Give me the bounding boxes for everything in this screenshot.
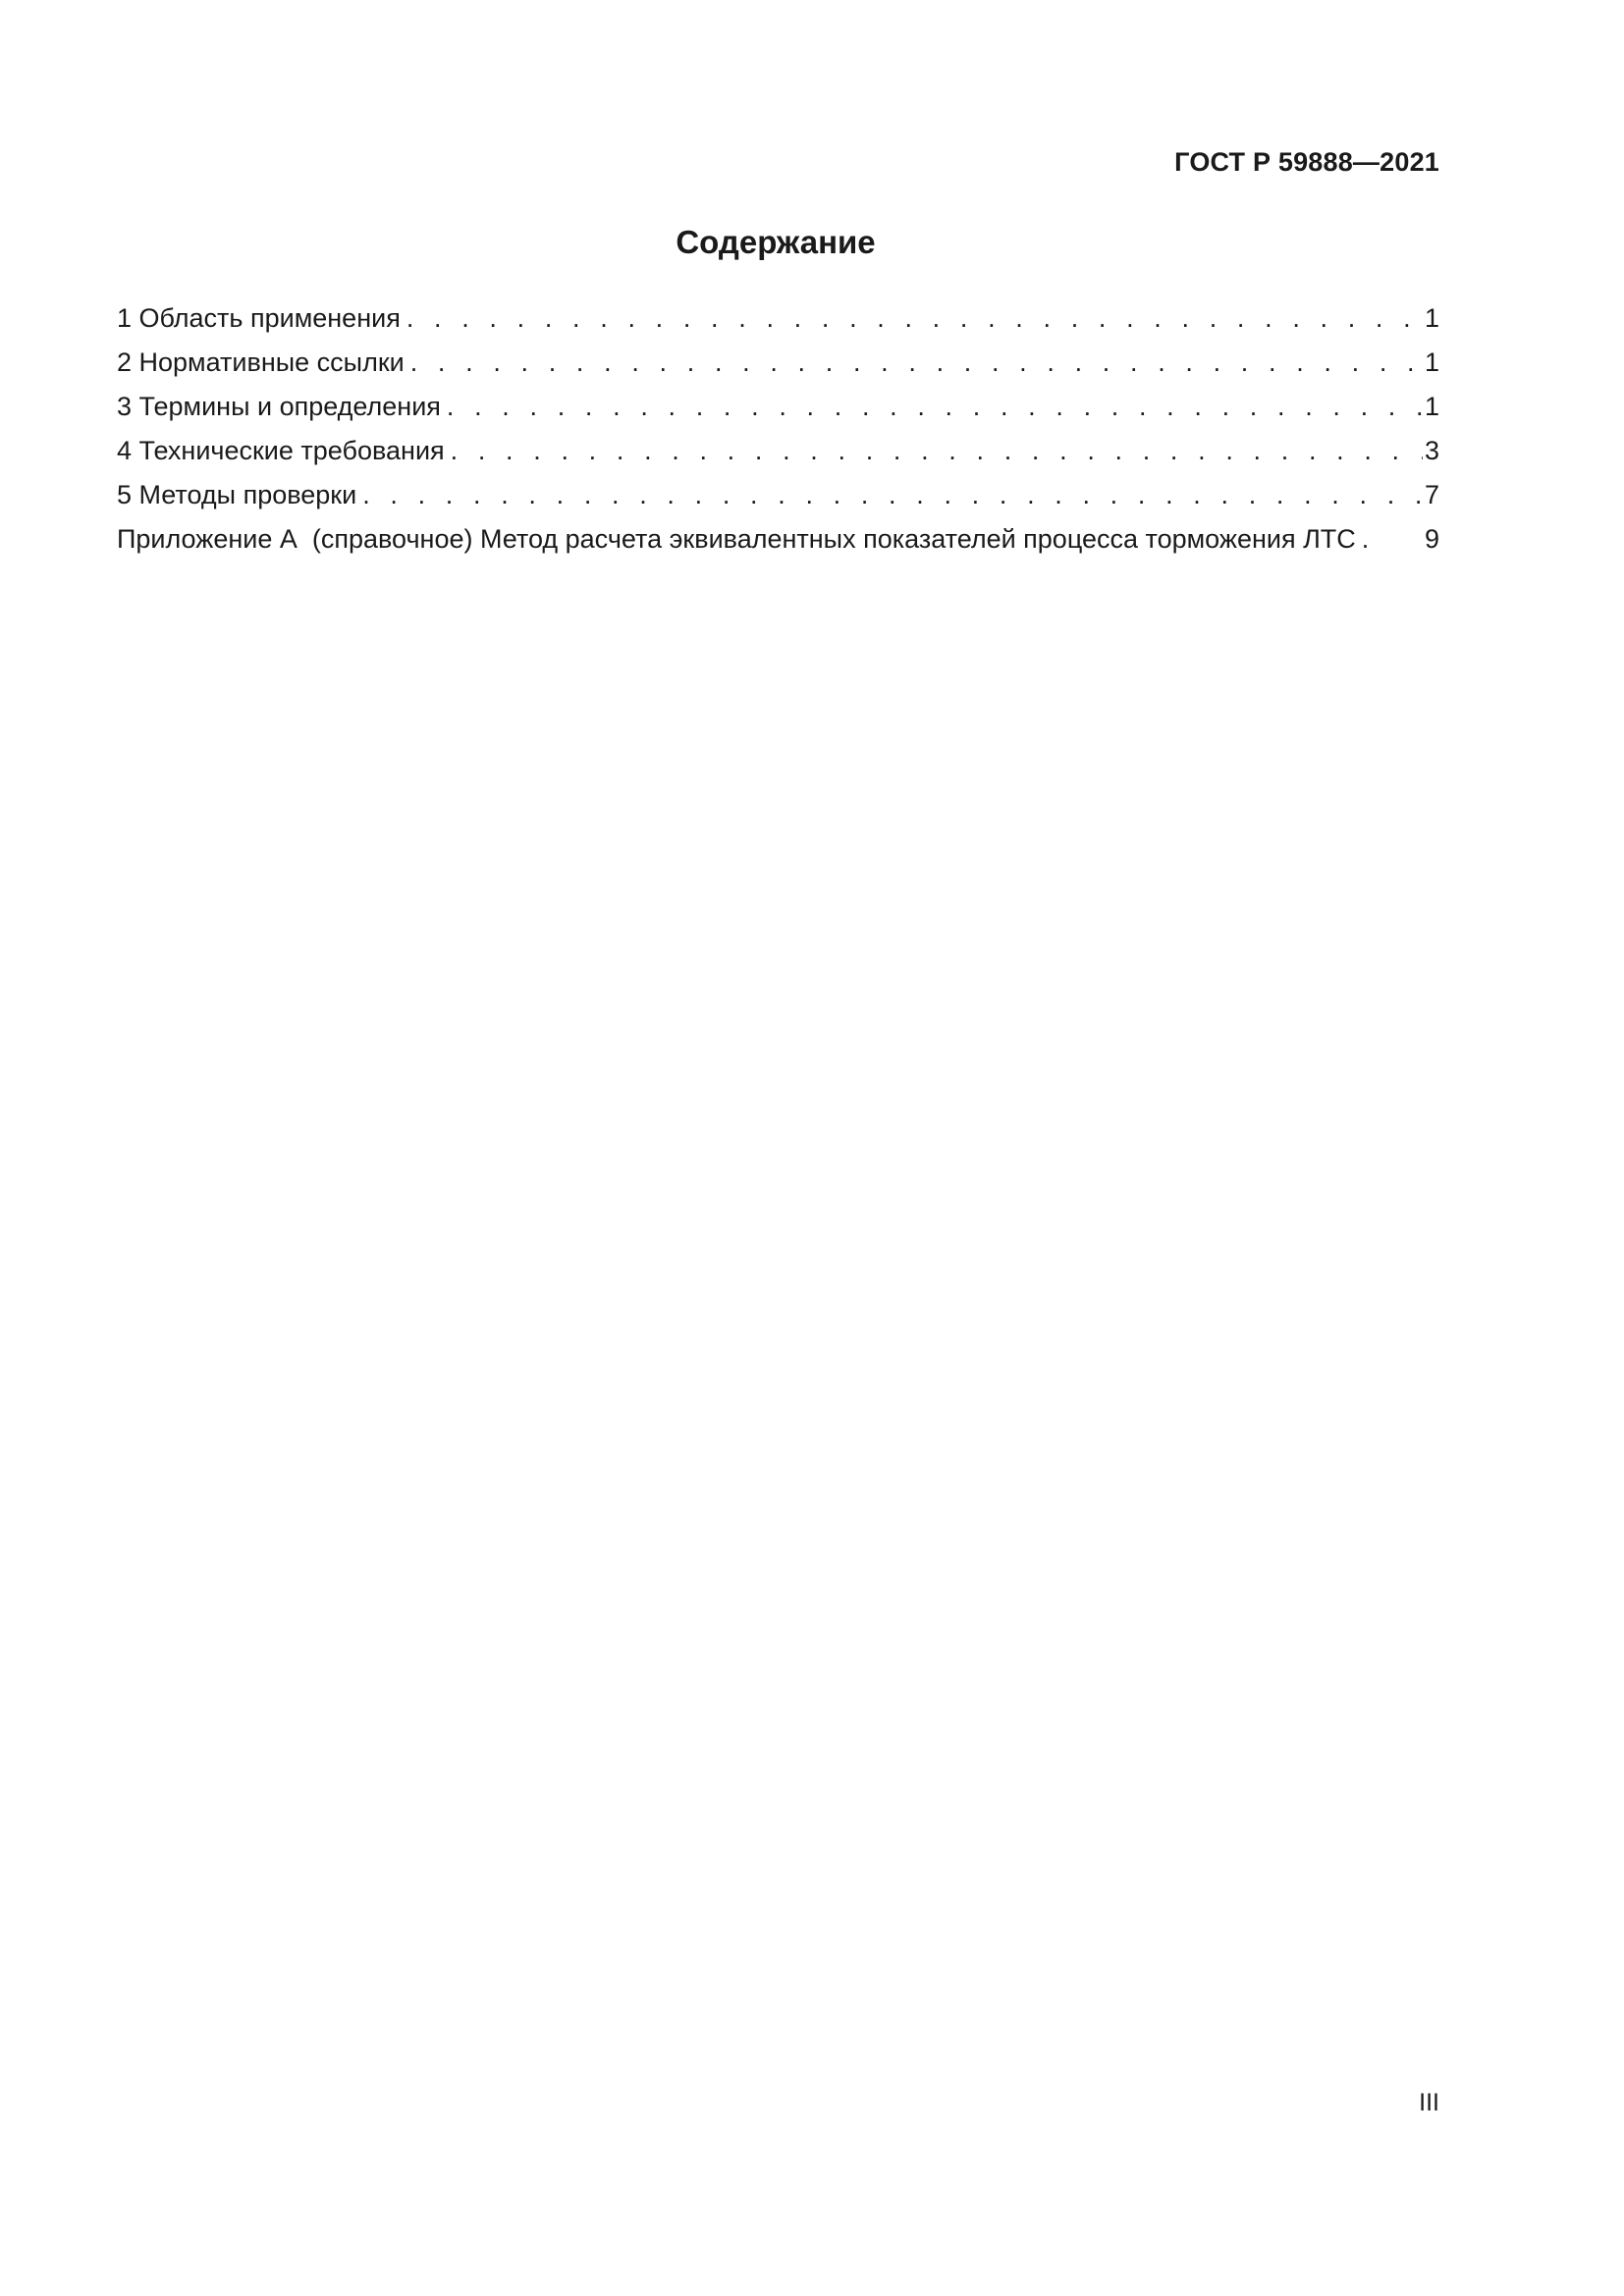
toc-item-page: 9 [1424,524,1439,554]
toc-item-label: 2 Нормативные ссылки [117,347,405,377]
dot-leader [447,385,1423,429]
toc-item-page: 7 [1424,480,1439,509]
dot-leader [1362,517,1423,561]
toc-item-page: 1 [1424,303,1439,333]
dot-leader [362,473,1423,517]
toc-item-page: 3 [1424,436,1439,465]
toc-item-label: Приложение А (справочное) Метод расчета эквивалентных показателей процесса торможения ЛТС [117,524,1356,554]
page-title: Содержание [676,224,876,260]
dot-leader [406,296,1423,341]
toc-item-normative-references[interactable] [117,341,1439,385]
toc-item-test-methods[interactable] [117,473,1439,517]
document-code: ГОСТ Р 59888—2021 [1174,147,1439,177]
toc-item-label: 1 Область применения [117,303,401,333]
toc-item-page: 1 [1424,392,1439,421]
toc-item-label: 5 Методы проверки [117,480,357,509]
toc-item-page: 1 [1424,347,1439,377]
toc-item-scope[interactable] [117,296,1439,341]
toc-item-terms-definitions[interactable] [117,385,1439,429]
toc-item-technical-requirements[interactable] [117,429,1439,473]
toc-item-label: 4 Технические требования [117,436,445,465]
toc-item-appendix-a[interactable] [117,517,1439,561]
table-of-contents [117,296,1439,561]
toc-item-label: 3 Термины и определения [117,392,441,421]
dot-leader [410,341,1423,385]
page-number: III [1419,2089,1439,2116]
dot-leader [451,429,1423,473]
